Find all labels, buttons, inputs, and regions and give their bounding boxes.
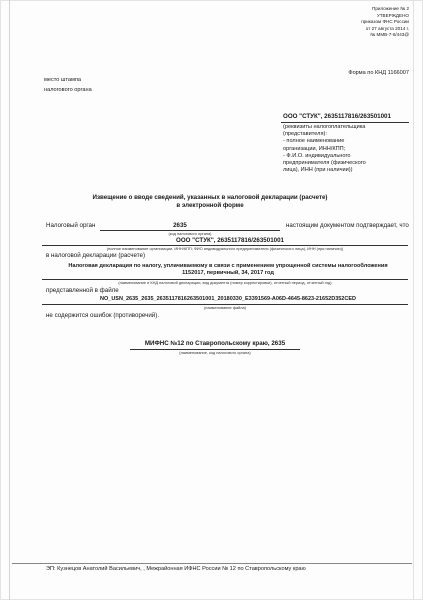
form-code: Форма по КНД 1166007 xyxy=(348,70,409,76)
electronic-signature: ЭП: Кузнецов Анатолий Васильевич, , Межрайонная ИФНС России № 12 по Ставропольскому краю xyxy=(46,566,306,572)
appendix-line: УТВЕРЖДЕНО xyxy=(376,12,409,18)
notice-title xyxy=(40,194,380,210)
recipient-name: ООО "СТУК", 2635117816/263501001 xyxy=(283,113,391,120)
confirms-text: настоящим документом подтверждает, что xyxy=(286,222,409,229)
recipient-note: - полное наименование xyxy=(283,138,345,145)
title-line: Извещение о вводе сведений, указанных в налоговой декларации (расчете) xyxy=(92,194,328,201)
recipient-note: предпринимателя (физического xyxy=(283,160,366,167)
recipient-note: организации, ИНН/КПП; xyxy=(283,145,346,152)
appendix-line: Приложение № 2 xyxy=(372,6,409,11)
declaration-line: 1152017, первичный, 34, 2017 год xyxy=(182,270,274,277)
tax-organ-caption: (код налогового органа) xyxy=(168,231,212,236)
scan-edge xyxy=(9,0,10,600)
file-name: NO_USN_2635_2635_2635117816263501001_20180330_E3391569-A06D-4645-8623-21652D352CED xyxy=(100,296,356,302)
recipient-note: (реквизиты налогоплательщика xyxy=(283,124,366,130)
recipient-notes xyxy=(283,124,413,174)
recipient-note: лица), ИНН (при наличии)) xyxy=(283,167,353,174)
footer-rule xyxy=(12,563,412,564)
authority-name: МИФНС №12 по Ставропольскому краю, 2635 xyxy=(144,340,286,347)
declaration-text xyxy=(40,263,416,277)
appendix-line: от 27 августа 2014 г. xyxy=(365,25,409,31)
appendix-line: приказом ФНС России xyxy=(361,19,409,25)
declaration-caption: (наименование и КНД налоговой декларации, вид документа (номер корректировки), отчетный период, отчетный год) xyxy=(118,280,332,285)
recipient-note: - Ф.И.О. индивидуального xyxy=(283,152,351,159)
file-label: представленной в файле xyxy=(46,287,119,294)
declaration-label: в налоговой декларации (расчете) xyxy=(46,252,146,259)
taxpayer-caption: (полное наименование организации, ИНН/КПП; ФИО индивидуального предпринимателя (физического лица), ИНН (при наличии)) xyxy=(106,246,344,251)
stamp-place xyxy=(44,77,134,94)
file-caption: (наименование файла) xyxy=(204,305,246,310)
recipient-underline xyxy=(281,122,409,123)
tax-organ-label: Налоговый орган xyxy=(46,222,96,229)
tax-organ-code: 2635 xyxy=(173,222,187,229)
recipient-note: (представителя): xyxy=(283,131,327,138)
stamp-place-line: налогового органа xyxy=(44,87,92,94)
title-line: в электронной форме xyxy=(176,202,244,209)
stamp-place-line: место штампа xyxy=(44,77,82,83)
taxpayer-name: ООО "СТУК", 2635117816/263501001 xyxy=(176,237,284,244)
appendix-line: № ММВ-7-6/443@ xyxy=(370,32,409,38)
appendix-block xyxy=(309,6,409,39)
declaration-line: Налоговая декларация по налогу, уплачиваемому в связи с применением упрощенной системы налогообложения xyxy=(68,263,388,269)
no-errors-text: не содержится ошибок (противоречий). xyxy=(46,312,160,319)
authority-caption: (наименование, код налогового органа) xyxy=(179,350,251,355)
